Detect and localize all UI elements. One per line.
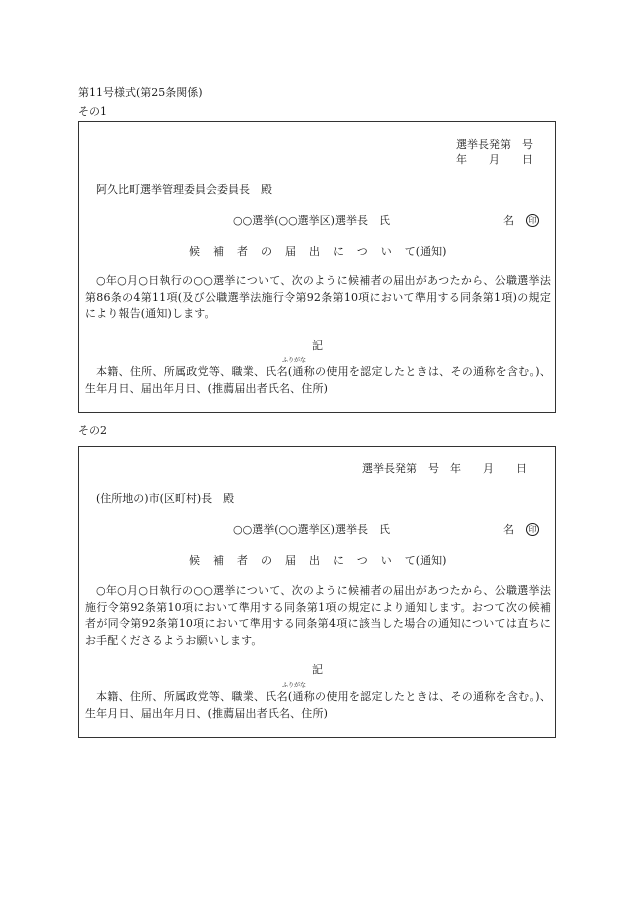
form1-items: 本籍、住所、所属政党等、職業、氏名(通称の使用を認定したときは、その通称を含む。)、生年月日、届出年月日、(推薦届出者氏名、住所) — [85, 365, 551, 395]
form1-addressee: 阿久比町選挙管理委員会委員長 殿 — [96, 183, 272, 196]
form2-label: その2 — [78, 424, 107, 437]
form2-name-label: 名 — [503, 523, 514, 536]
form1-issue-number: 選挙長発第 号 — [456, 138, 533, 151]
form1-name-label: 名 — [503, 214, 514, 227]
form1-sender: ○○選挙(○○選挙区)選挙長 氏 — [233, 214, 390, 227]
form2-seal-icon: 印 — [526, 523, 539, 536]
form1-seal-icon: 印 — [526, 214, 539, 227]
form1-subject-main: 候補者の届出につい — [189, 245, 405, 258]
form2-note-heading: 記 — [312, 663, 323, 676]
form1-subject — [189, 245, 446, 259]
form2-subject — [189, 554, 446, 568]
form1-note-heading: 記 — [312, 339, 323, 352]
form1-date: 年 月 日 — [456, 153, 533, 166]
form1-furigana: ふりがな — [282, 357, 307, 364]
form-title: 第11号様式(第25条関係) — [78, 86, 203, 99]
form1-label: その1 — [78, 105, 107, 118]
form1-body: ○年○月○日執行の○○選挙について、次のように候補者の届出があつたから、公職選挙法第86条の4第11項(及び公職選挙法施行令第92条第10項において準用する同条第1項)の規定により報告(通知)します。 — [85, 274, 551, 320]
form2-addressee: (住所地の)市(区町村)長 殿 — [96, 492, 235, 505]
form2-subject-main: 候補者の届出につい — [189, 554, 405, 567]
form2-furigana: ふりがな — [282, 682, 307, 689]
form2-items: 本籍、住所、所属政党等、職業、氏名(通称の使用を認定したときは、その通称を含む。)、生年月日、届出年月日、(推薦届出者氏名、住所) — [85, 690, 551, 720]
form1-subject-suffix: て(通知) — [404, 245, 447, 258]
form2-subject-suffix: て(通知) — [404, 554, 447, 567]
form2-body: ○年○月○日執行の○○選挙について、次のように候補者の届出があつたから、公職選挙法施行令第92条第10項において準用する同条第1項の規定により通知します。おつて次の候補者が同令第92条第10項において準用する同条第4項に該当した場合の通知については直ちにお手配くださるようお願いします。 — [85, 584, 551, 647]
form2-sender: ○○選挙(○○選挙区)選挙長 氏 — [233, 523, 390, 536]
form2-issue-number-date: 選挙長発第 号 年 月 日 — [362, 462, 527, 475]
